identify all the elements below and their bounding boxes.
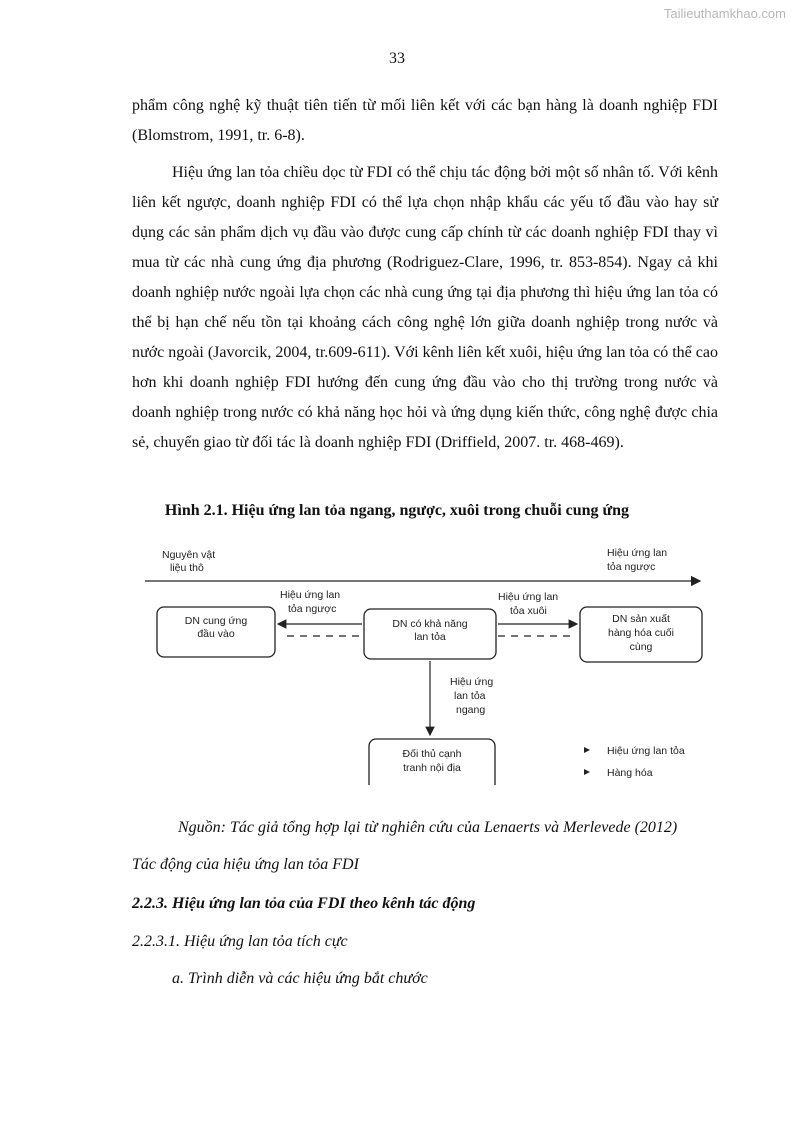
box-center-line-1: DN có khả năng	[392, 618, 468, 630]
box-supplier-line-1: DN cung ứng	[184, 615, 248, 627]
label-forward-mid-2: tỏa xuôi	[510, 605, 547, 617]
heading-effect: Tác động của hiệu ứng lan tỏa FDI	[132, 856, 359, 873]
box-producer-line-3: cùng	[629, 641, 653, 653]
box-producer-line-2: hàng hóa cuối	[608, 627, 674, 639]
label-backward-top-2: tỏa ngược	[607, 561, 656, 573]
heading-2-2-3-1: 2.2.3.1. Hiệu ứng lan tỏa tích cực	[132, 933, 348, 950]
legend-spillover-marker	[584, 747, 590, 753]
label-raw-materials-1: Nguyên vật	[162, 549, 216, 561]
heading-2-2-3: 2.2.3. Hiệu ứng lan tỏa của FDI theo kênh tác động	[132, 895, 476, 912]
label-raw-materials-2: liệu thô	[170, 562, 204, 574]
paragraph-2: Hiệu ứng lan tỏa chiều dọc từ FDI có thể chịu tác động bởi một số nhân tố. Với kênh liên kết ngược, doanh nghiệp FDI có thể lựa chọn nhập khẩu các yếu tố đầu vào hay sử dụng các sản phẩm dịch vụ đầu vào được cung cấp chính từ các doanh nghiệp FDI thay vì mua từ các nhà cung ứng địa phương (Rodriguez-Clare, 1996, tr. 853-854). Ngay cả khi doanh nghiệp nước ngoài lựa chọn các nhà cung ứng tại địa phương thì hiệu ứng lan tỏa có thể bị hạn chế nếu tồn tại khoảng cách công nghệ lớn giữa doanh nghiệp trong nước và nước ngoài (Javorcik, 2004, tr.609-611). Với kênh liên kết xuôi, hiệu ứng lan tỏa có thể cao hơn khi doanh nghiệp FDI hướng đến cung ứng đầu vào cho thị trường trong nước và doanh nghiệp trong nước có khả năng học hỏi và ứng dụng kiến thức, công nghệ được chia sẻ, chuyển giao từ đối tác là doanh nghiệp FDI (Driffield, 2007. tr. 468-469).	[132, 164, 718, 451]
box-center-line-2: lan tỏa	[414, 631, 446, 643]
label-backward-mid-2: tỏa ngược	[288, 603, 337, 615]
legend-goods-label: Hàng hóa	[607, 767, 653, 779]
page-number: 33	[389, 50, 405, 67]
legend-goods-marker	[584, 769, 590, 775]
label-horizontal-3: ngang	[456, 704, 486, 716]
label-backward-top-1: Hiệu ứng lan	[607, 547, 668, 559]
legend-spillover-label: Hiệu ứng lan tỏa	[607, 745, 685, 757]
box-producer-line-1: DN sản xuất	[612, 613, 670, 625]
heading-a: a. Trình diễn và các hiệu ứng bắt chước	[172, 970, 428, 987]
watermark: Tailieuthamkhao.com	[663, 6, 786, 21]
figure-title: Hình 2.1. Hiệu ứng lan tỏa ngang, ngược, xuôi trong chuỗi cung ứng	[164, 502, 630, 519]
label-forward-mid-1: Hiệu ứng lan	[498, 591, 559, 603]
label-horizontal-1: Hiệu ứng	[450, 676, 494, 688]
label-horizontal-2: lan tỏa	[454, 690, 486, 702]
box-competitor-line-2: tranh nội địa	[403, 762, 461, 774]
paragraph-1: phẩm công nghệ kỹ thuật tiên tiến từ mối liên kết với các bạn hàng là doanh nghiệp FDI (Blomstrom, 1991, tr. 6-8).	[132, 97, 718, 144]
figure-source: Nguồn: Tác giả tổng hợp lại từ nghiên cứu của Lenaerts và Merlevede (2012)	[178, 819, 678, 836]
box-supplier-line-2: đầu vào	[197, 628, 235, 640]
supply-chain-diagram	[140, 540, 710, 785]
box-competitor-line-1: Đối thủ cạnh	[402, 748, 462, 760]
label-backward-mid-1: Hiệu ứng lan	[280, 589, 341, 601]
